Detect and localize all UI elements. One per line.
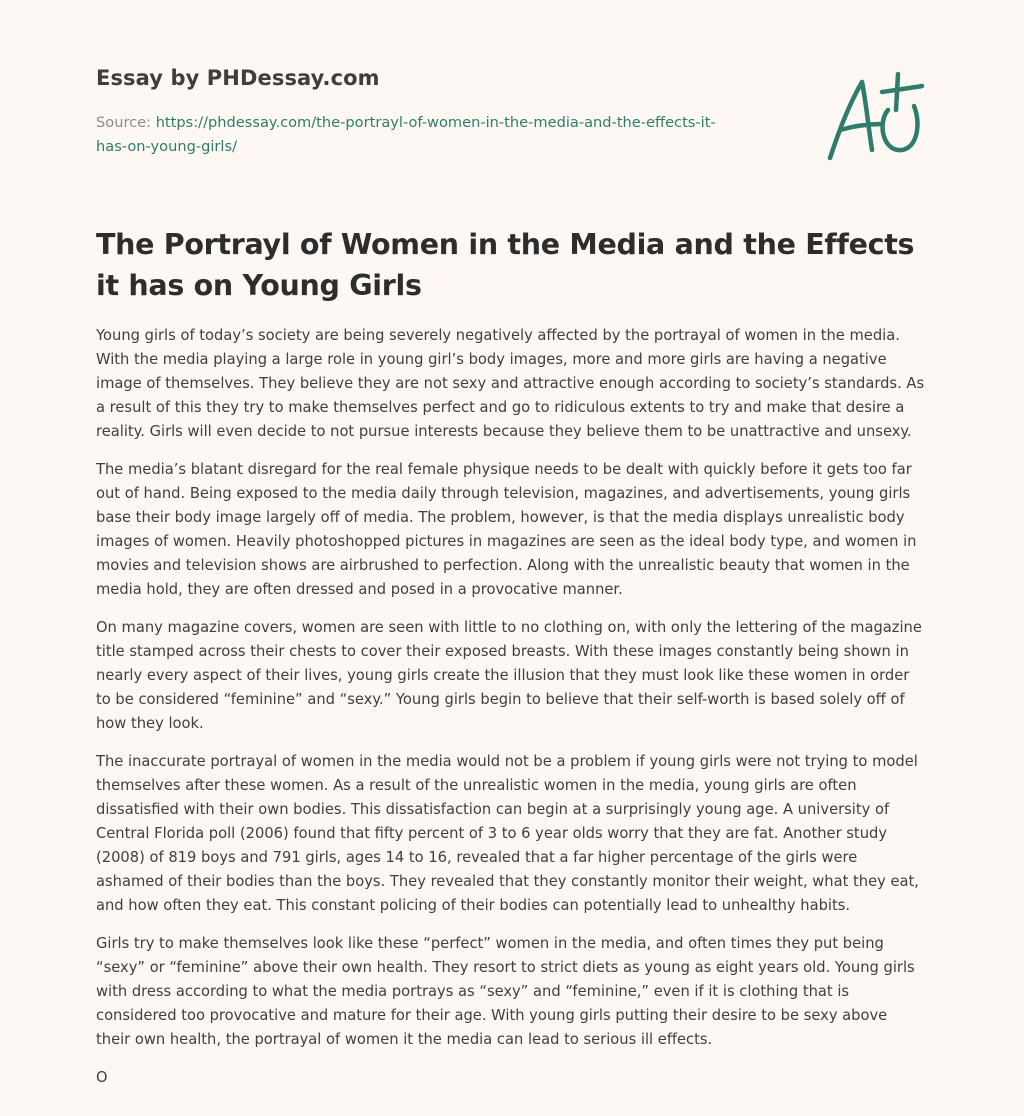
essay-title: The Portrayl of Women in the Media and the Effects it has on Young Girls — [96, 228, 915, 302]
essay-paragraph-truncated: O — [96, 1069, 108, 1086]
essay-paragraph: On many magazine covers, women are seen with little to no clothing on, with only the lettering of the magazine title stamped across their chests to cover their exposed breasts. With these images constantly being shown in nearly every aspect of their lives, young girls create the illusion that they must look like these women in order to be considered “feminine” and “sexy.” Young girls begin to believe that their self-worth is based solely off of how they look. — [96, 619, 922, 732]
essay-paragraph: The inaccurate portrayal of women in the media would not be a problem if young girls were not trying to model themselves after these women. As a result of the unrealistic women in the media, young girls are often dissatisfied with their own bodies. This dissatisfaction can begin at a surprisingly young age. A university of Central Florida poll (2006) found that fifty percent of 3 to 6 year olds worry that they are fat. Another study (2008) of 819 boys and 791 girls, ages 14 to 16, revealed that a far higher percentage of the girls were ashamed of their bodies than the boys. They revealed that they constantly monitor their weight, what they eat, and how often they eat. This constant policing of their bodies can potentially lead to unhealthy habits. — [96, 753, 919, 914]
essay-paragraph: Young girls of today’s society are being severely negatively affected by the portrayal of women in the media. With the media playing a large role in young girl’s body images, more and more girls are having a negative image of themselves. They believe they are not sexy and attractive enough according to society’s standards. As a result of this they try to make themselves perfect and go to ridiculous extents to try and make that desire a reality. Girls will even decide to not pursue interests because they believe them to be unattractive and unsexy. — [96, 327, 925, 440]
essay-paragraph: The media’s blatant disregard for the real female physique needs to be dealt with quickly before it gets too far out of hand. Being exposed to the media daily through television, magazines, and advertisements, young girls base their body image largely off of media. The problem, however, is that the media displays unrealistic body images of women. Heavily photoshopped pictures in magazines are seen as the ideal body type, and women in movies and television shows are airbrushed to perfection. Along with the unrealistic beauty that women in the media hold, they are often dressed and posed in a provocative manner. — [96, 461, 917, 598]
source-line — [96, 111, 756, 159]
essay-body — [96, 324, 926, 1104]
essay-paragraph: Girls try to make themselves look like these “perfect” women in the media, and often times they put being “sexy” or “feminine” above their own health. They resort to strict diets as young as eight years old. Young girls with dress according to what the media portrays as “sexy” and “feminine,” even if it is clothing that is considered too provocative and mature for their age. With young girls putting their desire to be sexy above their own health, the portrayal of women it the media can lead to serious ill effects. — [96, 935, 915, 1048]
source-label: Source: — [96, 114, 152, 131]
source-link-line-2: has-on-young-girls/ — [96, 138, 238, 155]
site-brand: Essay by PHDessay.com — [96, 66, 380, 90]
source-link-line-1: https://phdessay.com/the-portrayl-of-women-in-the-media-and-the-effects-it- — [155, 114, 716, 131]
source-link[interactable] — [96, 114, 716, 155]
a-plus-grade-icon — [824, 68, 928, 164]
